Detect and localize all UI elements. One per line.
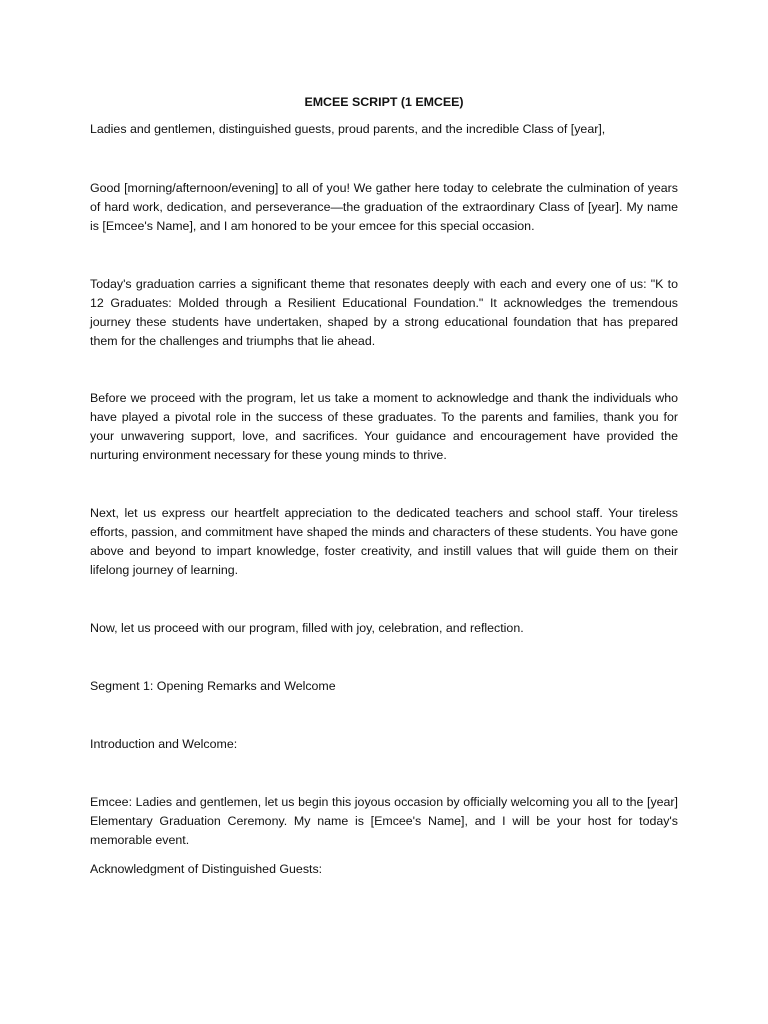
theme-paragraph: Today's graduation carries a significant theme that resonates deeply with each and every one of us: "K to 12 Graduates: Molded through a Resilient Educational Foundation." It acknowledges the tremendous journey these students have undertaken, shaped by a strong educational foundation that has prepared them for the challenges and triumphs that lie ahead. [90,277,678,348]
opening-greeting: Ladies and gentlemen, distinguished guests, proud parents, and the incredible Class of [year], [90,122,606,136]
segment-heading: Segment 1: Opening Remarks and Welcome [90,679,336,693]
proceed-paragraph: Now, let us proceed with our program, filled with joy, celebration, and reflection. [90,621,524,635]
emcee-welcome-paragraph: Emcee: Ladies and gentlemen, let us begin this joyous occasion by officially welcoming you all to the [year] Elementary Graduation Ceremony. My name is [Emcee's Name], and I will be your host for today's memorable event. [90,795,678,847]
guests-acknowledgment-heading: Acknowledgment of Distinguished Guests: [90,862,323,876]
page-title: EMCEE SCRIPT (1 EMCEE) [304,95,464,109]
welcome-paragraph: Good [morning/afternoon/evening] to all of you! We gather here today to celebrate the culmination of years of hard work, dedication, and perseverance—the graduation of the extraordinary Class of [year]. My name is [Emcee's Name], and I am honored to be your emcee for this special occasion. [90,181,678,233]
introduction-heading: Introduction and Welcome: [90,737,238,751]
teachers-appreciation-paragraph: Next, let us express our heartfelt appreciation to the dedicated teachers and school staff. Your tireless efforts, passion, and commitment have shaped the minds and characters of these students. You have gone above and beyond to impart knowledge, foster creativity, and instill values that will guide them on their lifelong journey of learning. [90,506,678,577]
parents-acknowledgment-paragraph: Before we proceed with the program, let us take a moment to acknowledge and thank the individuals who have played a pivotal role in the success of these graduates. To the parents and families, thank you for your unwavering support, love, and sacrifices. Your guidance and encouragement have provided the nurturing environment necessary for these young minds to thrive. [90,391,678,462]
